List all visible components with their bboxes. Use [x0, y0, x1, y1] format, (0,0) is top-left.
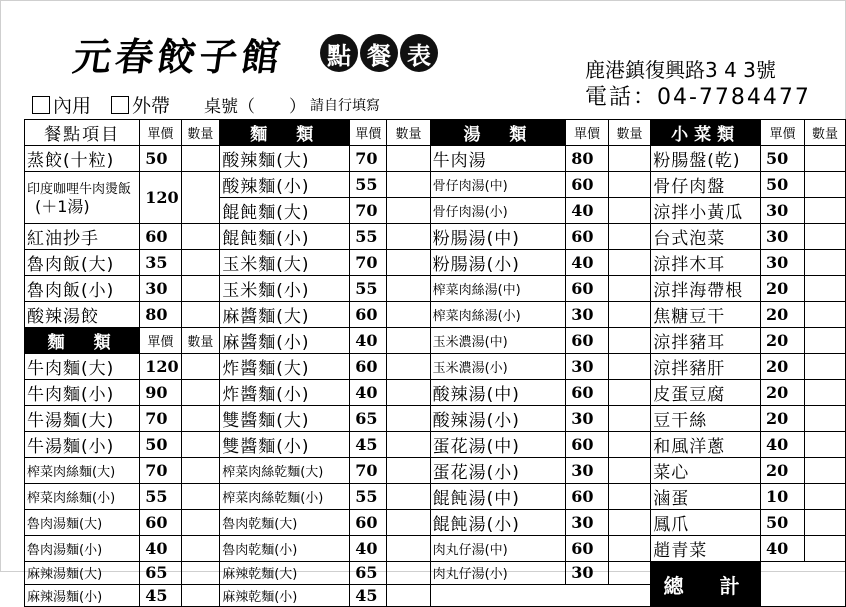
table-row	[25, 146, 846, 172]
quantity-cell[interactable]	[387, 380, 430, 406]
quantity-cell[interactable]	[387, 276, 430, 302]
menu-item-price: 70	[350, 198, 387, 224]
menu-item-price: 60	[140, 224, 181, 250]
menu-item-price: 55	[140, 484, 181, 510]
menu-item-name: 粉腸盤(乾)	[651, 146, 761, 172]
menu-item-name-line2: (＋1湯)	[35, 196, 90, 216]
quantity-cell[interactable]	[804, 224, 845, 250]
quantity-cell[interactable]	[181, 172, 220, 224]
menu-item-name: 餛飩湯(小)	[430, 510, 566, 536]
menu-item-name: 玉米濃湯(中)	[430, 328, 566, 354]
menu-item-name: 和風洋蔥	[651, 432, 761, 458]
quantity-cell[interactable]	[181, 562, 220, 585]
menu-item-price: 20	[760, 458, 804, 484]
menu-item-price: 55	[350, 276, 387, 302]
menu-item-price: 60	[566, 432, 608, 458]
menu-item-name: 魯肉湯麵(小)	[25, 536, 140, 562]
menu-item-name: 蛋花湯(中)	[430, 432, 566, 458]
quantity-cell[interactable]	[181, 536, 220, 562]
menu-item-name: 皮蛋豆腐	[651, 380, 761, 406]
quantity-cell[interactable]	[804, 354, 845, 380]
table-row	[25, 380, 846, 406]
menu-item-price: 70	[140, 406, 181, 432]
menu-item-name: 魯肉乾麵(大)	[220, 510, 350, 536]
quantity-cell[interactable]	[804, 198, 845, 224]
quantity-column-header: 數量	[181, 328, 220, 354]
table-row	[25, 458, 846, 484]
dine-in-checkbox[interactable]	[32, 96, 50, 114]
menu-item-price: 30	[760, 250, 804, 276]
menu-item-price: 60	[566, 224, 608, 250]
menu-item-price: 20	[760, 302, 804, 328]
phone: 電話：04-7784477	[585, 85, 811, 110]
menu-item-name: 榨菜肉絲湯(小)	[430, 302, 566, 328]
menu-item-name: 玉米濃湯(小)	[430, 354, 566, 380]
quantity-cell[interactable]	[804, 510, 845, 536]
menu-item-name: 榨菜肉絲乾麵(小)	[220, 484, 350, 510]
menu-item-price: 20	[760, 328, 804, 354]
menu-item-price: 55	[350, 484, 387, 510]
menu-item-name: 牛肉湯	[430, 146, 566, 172]
quantity-cell[interactable]	[608, 380, 651, 406]
table-row	[25, 406, 846, 432]
quantity-cell[interactable]	[387, 354, 430, 380]
quantity-cell[interactable]	[804, 302, 845, 328]
quantity-cell[interactable]	[804, 172, 845, 198]
quantity-cell[interactable]	[608, 458, 651, 484]
address: 鹿港鎮復興路3 4 3號	[585, 58, 776, 82]
menu-item-name: 粉腸湯(中)	[430, 224, 566, 250]
table-row	[25, 224, 846, 250]
quantity-cell[interactable]	[181, 250, 220, 276]
quantity-cell[interactable]	[608, 146, 651, 172]
menu-item-price: 60	[566, 328, 608, 354]
menu-item-name: 肉丸仔湯(小)	[430, 562, 566, 585]
menu-item-price: 65	[350, 562, 387, 585]
menu-item-name: 魯肉飯(大)	[25, 250, 140, 276]
menu-item-name: 蛋花湯(小)	[430, 458, 566, 484]
menu-item-price: 20	[760, 276, 804, 302]
quantity-cell[interactable]	[608, 406, 651, 432]
menu-item-name: 骨仔肉湯(中)	[430, 172, 566, 198]
menu-item-price: 80	[140, 302, 181, 328]
menu-item-name: 涼拌小黃瓜	[651, 198, 761, 224]
menu-item-price: 60	[566, 380, 608, 406]
menu-item-name: 酸辣麵(大)	[220, 146, 350, 172]
table-row	[25, 432, 846, 458]
table-row	[25, 302, 846, 328]
menu-item-name: 麻辣乾麵(小)	[220, 584, 350, 607]
quantity-cell[interactable]	[804, 432, 845, 458]
menu-item-price: 30	[566, 354, 608, 380]
menu-item-name: 肉丸仔湯(中)	[430, 536, 566, 562]
quantity-cell[interactable]	[608, 172, 651, 198]
menu-item-price: 30	[566, 458, 608, 484]
menu-item-name: 涼拌豬耳	[651, 328, 761, 354]
menu-item-price: 30	[566, 562, 608, 585]
menu-item-name: 涼拌豬肝	[651, 354, 761, 380]
badge-char-2: 餐	[360, 34, 398, 72]
quantity-cell[interactable]	[387, 432, 430, 458]
menu-item-name: 酸辣湯(小)	[430, 406, 566, 432]
quantity-cell[interactable]	[608, 562, 651, 585]
menu-item-name: 榨菜肉絲麵(大)	[25, 458, 140, 484]
menu-item-name: 麻辣乾麵(大)	[220, 562, 350, 585]
section-header: 餐點項目	[25, 120, 140, 146]
menu-item-price: 70	[350, 458, 387, 484]
quantity-column-header: 數量	[181, 120, 220, 146]
dine-in-option[interactable]	[32, 91, 91, 118]
quantity-cell[interactable]	[181, 354, 220, 380]
quantity-cell[interactable]	[181, 458, 220, 484]
quantity-cell[interactable]	[181, 584, 220, 607]
menu-item-name: 牛肉麵(小)	[25, 380, 140, 406]
quantity-cell[interactable]	[387, 172, 430, 198]
price-column-header: 單價	[350, 120, 387, 146]
menu-item-name: 焦糖豆干	[651, 302, 761, 328]
menu-item-name: 鳳爪	[651, 510, 761, 536]
quantity-cell[interactable]	[608, 302, 651, 328]
menu-item-name: 麻辣湯麵(大)	[25, 562, 140, 585]
menu-item-price: 30	[566, 302, 608, 328]
menu-item-name: 雙醬麵(小)	[220, 432, 350, 458]
menu-item-name: 牛湯麵(小)	[25, 432, 140, 458]
menu-item-price: 60	[140, 510, 181, 536]
menu-item-name: 餛飩湯(中)	[430, 484, 566, 510]
quantity-cell[interactable]	[181, 224, 220, 250]
order-options	[32, 91, 380, 118]
menu-item-price: 40	[140, 536, 181, 562]
price-column-header: 單價	[140, 328, 181, 354]
menu-item-name: 涼拌海帶根	[651, 276, 761, 302]
quantity-cell[interactable]	[387, 510, 430, 536]
quantity-cell[interactable]	[608, 354, 651, 380]
quantity-cell[interactable]	[387, 536, 430, 562]
quantity-cell[interactable]	[804, 458, 845, 484]
menu-item-name: 麻辣湯麵(小)	[25, 584, 140, 607]
table-row	[25, 484, 846, 510]
menu-item-name: 玉米麵(小)	[220, 276, 350, 302]
menu-item-price: 50	[760, 146, 804, 172]
menu-item-name	[25, 172, 140, 224]
price-column-header: 單價	[566, 120, 608, 146]
menu-item-name: 酸辣湯(中)	[430, 380, 566, 406]
menu-item-price: 40	[566, 198, 608, 224]
badge-char-1: 點	[320, 34, 358, 72]
menu-item-price: 20	[760, 380, 804, 406]
menu-item-price: 45	[350, 432, 387, 458]
price-column-header: 單價	[760, 120, 804, 146]
table-row	[25, 562, 846, 585]
quantity-cell[interactable]	[608, 536, 651, 562]
quantity-cell[interactable]	[804, 328, 845, 354]
quantity-cell[interactable]	[608, 510, 651, 536]
menu-item-name: 酸辣湯餃	[25, 302, 140, 328]
menu-item-price: 60	[566, 484, 608, 510]
quantity-column-header: 數量	[387, 120, 430, 146]
section-header: 麵 類	[25, 328, 140, 354]
section-header: 小菜類	[651, 120, 761, 146]
menu-item-name: 魯肉乾麵(小)	[220, 536, 350, 562]
menu-item-name: 麻醬麵(大)	[220, 302, 350, 328]
menu-item-name-line1: 印度咖哩牛肉燙飯	[27, 181, 132, 197]
table-row	[25, 536, 846, 562]
menu-item-name: 榨菜肉絲麵(小)	[25, 484, 140, 510]
quantity-cell[interactable]	[387, 302, 430, 328]
quantity-cell[interactable]	[181, 406, 220, 432]
menu-item-price: 55	[350, 172, 387, 198]
menu-item-price: 40	[350, 328, 387, 354]
quantity-cell[interactable]	[608, 224, 651, 250]
price-column-header: 單價	[140, 120, 181, 146]
table-row	[25, 510, 846, 536]
badge-char-3: 表	[400, 34, 438, 72]
menu-item-price: 30	[566, 510, 608, 536]
menu-item-price: 70	[350, 146, 387, 172]
menu-item-name: 榨菜肉絲湯(中)	[430, 276, 566, 302]
menu-item-name: 蒸餃(十粒)	[25, 146, 140, 172]
menu-item-name: 骨仔肉盤	[651, 172, 761, 198]
quantity-cell[interactable]	[608, 328, 651, 354]
quantity-cell[interactable]	[608, 432, 651, 458]
menu-item-price: 30	[760, 224, 804, 250]
quantity-cell[interactable]	[387, 224, 430, 250]
quantity-cell[interactable]	[387, 406, 430, 432]
menu-item-name: 炸醬麵(小)	[220, 380, 350, 406]
menu-item-name: 酸辣麵(小)	[220, 172, 350, 198]
menu-item-price: 60	[350, 354, 387, 380]
quantity-cell[interactable]	[804, 536, 845, 562]
menu-item-price: 40	[350, 536, 387, 562]
menu-table	[24, 119, 846, 607]
quantity-cell[interactable]	[387, 562, 430, 585]
menu-item-price: 60	[566, 172, 608, 198]
menu-item-name: 炸醬麵(大)	[220, 354, 350, 380]
quantity-cell[interactable]	[608, 198, 651, 224]
menu-item-price: 50	[140, 432, 181, 458]
quantity-cell[interactable]	[181, 146, 220, 172]
menu-item-name: 玉米麵(大)	[220, 250, 350, 276]
menu-item-price: 120	[140, 354, 181, 380]
menu-item-price: 70	[350, 250, 387, 276]
total-amount-field[interactable]	[760, 562, 845, 607]
menu-item-price: 120	[140, 172, 181, 224]
menu-item-price: 10	[760, 484, 804, 510]
quantity-cell[interactable]	[387, 146, 430, 172]
quantity-cell[interactable]	[608, 484, 651, 510]
take-out-checkbox[interactable]	[111, 96, 129, 114]
menu-item-name: 餛飩麵(大)	[220, 198, 350, 224]
quantity-cell[interactable]	[387, 328, 430, 354]
menu-item-name: 雙醬麵(大)	[220, 406, 350, 432]
menu-item-name: 菜心	[651, 458, 761, 484]
quantity-cell[interactable]	[387, 198, 430, 224]
take-out-label: 外帶	[132, 95, 171, 117]
quantity-column-header: 數量	[804, 120, 845, 146]
quantity-cell[interactable]	[181, 302, 220, 328]
menu-item-name: 滷蛋	[651, 484, 761, 510]
menu-item-name: 骨仔肉湯(小)	[430, 198, 566, 224]
menu-item-price: 40	[350, 380, 387, 406]
quantity-cell[interactable]	[181, 276, 220, 302]
menu-item-price: 30	[760, 198, 804, 224]
menu-item-name: 趙青菜	[651, 536, 761, 562]
menu-item-price: 55	[350, 224, 387, 250]
menu-item-price: 65	[140, 562, 181, 585]
table-number-field[interactable]: 桌號（ ）	[204, 97, 307, 117]
table-row	[25, 250, 846, 276]
menu-item-price: 50	[760, 172, 804, 198]
menu-item-name: 粉腸湯(小)	[430, 250, 566, 276]
quantity-cell[interactable]	[181, 380, 220, 406]
table-row	[25, 120, 846, 146]
blank-cell	[430, 584, 651, 607]
menu-item-price: 30	[566, 406, 608, 432]
menu-item-price: 50	[760, 510, 804, 536]
menu-item-name: 魯肉湯麵(大)	[25, 510, 140, 536]
menu-item-name: 餛飩麵(小)	[220, 224, 350, 250]
quantity-cell[interactable]	[608, 276, 651, 302]
menu-item-price: 60	[350, 302, 387, 328]
menu-item-name: 麻醬麵(小)	[220, 328, 350, 354]
menu-item-name: 牛肉麵(大)	[25, 354, 140, 380]
menu-item-price: 30	[140, 276, 181, 302]
menu-item-price: 40	[760, 432, 804, 458]
menu-item-price: 20	[760, 406, 804, 432]
table-row	[25, 276, 846, 302]
menu-item-price: 45	[140, 584, 181, 607]
quantity-cell[interactable]	[608, 250, 651, 276]
menu-item-price: 80	[566, 146, 608, 172]
menu-item-price: 60	[566, 536, 608, 562]
quantity-cell[interactable]	[387, 458, 430, 484]
menu-item-price: 20	[760, 354, 804, 380]
quantity-cell[interactable]	[804, 406, 845, 432]
quantity-cell[interactable]	[387, 584, 430, 607]
quantity-cell[interactable]	[387, 250, 430, 276]
menu-item-price: 40	[566, 250, 608, 276]
section-header: 湯 類	[430, 120, 566, 146]
menu-item-name: 台式泡菜	[651, 224, 761, 250]
quantity-cell[interactable]	[804, 276, 845, 302]
section-header: 麵 類	[220, 120, 350, 146]
table-row	[25, 172, 846, 198]
menu-item-name: 魯肉飯(小)	[25, 276, 140, 302]
menu-item-name: 紅油抄手	[25, 224, 140, 250]
quantity-cell[interactable]	[181, 432, 220, 458]
total-label: 總 計	[651, 562, 761, 607]
quantity-cell[interactable]	[804, 146, 845, 172]
quantity-cell[interactable]	[181, 484, 220, 510]
restaurant-name: 元春餃子館	[70, 34, 287, 79]
quantity-cell[interactable]	[804, 250, 845, 276]
menu-item-price: 40	[760, 536, 804, 562]
dine-in-label: 內用	[53, 95, 92, 117]
menu-item-price: 60	[350, 510, 387, 536]
menu-item-price: 90	[140, 380, 181, 406]
quantity-column-header: 數量	[608, 120, 651, 146]
menu-item-price: 45	[350, 584, 387, 607]
table-row	[25, 354, 846, 380]
quantity-cell[interactable]	[804, 380, 845, 406]
table-row	[25, 328, 846, 354]
menu-item-price: 65	[350, 406, 387, 432]
menu-item-name: 涼拌木耳	[651, 250, 761, 276]
menu-item-name: 豆干絲	[651, 406, 761, 432]
menu-item-price: 35	[140, 250, 181, 276]
menu-item-name: 牛湯麵(大)	[25, 406, 140, 432]
quantity-cell[interactable]	[387, 484, 430, 510]
self-fill-note: 請自行填寫	[310, 97, 381, 114]
menu-item-name: 榨菜肉絲乾麵(大)	[220, 458, 350, 484]
menu-item-price: 50	[140, 146, 181, 172]
order-form-badge	[320, 34, 438, 72]
quantity-cell[interactable]	[804, 484, 845, 510]
menu-item-price: 70	[140, 458, 181, 484]
menu-item-price: 60	[566, 276, 608, 302]
quantity-cell[interactable]	[181, 510, 220, 536]
take-out-option[interactable]	[111, 91, 170, 118]
